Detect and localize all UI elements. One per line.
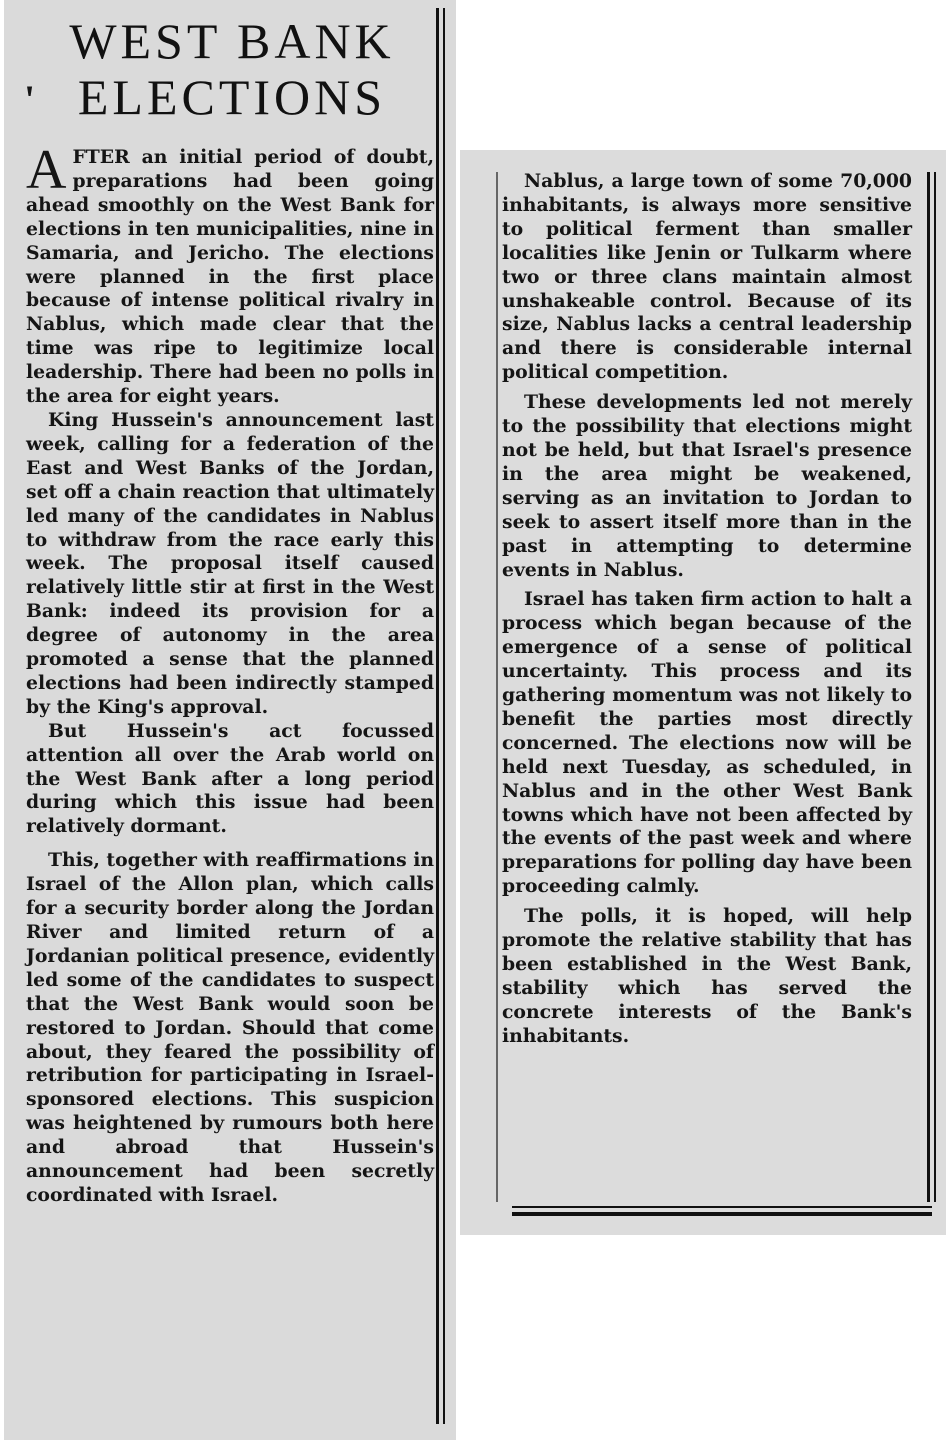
headline-line-2: ELECTIONS <box>77 69 387 125</box>
right-column <box>502 170 912 1049</box>
end-rule-top <box>512 1206 932 1208</box>
paragraph: King Hussein's announcement last week, calling for a federation of the East and West Banks of the Jordan, set off a chain reaction that ultimately led many of the candidates in Nablus to withdraw from the race early this week. The proposal itself caused relatively little stir at first in the West Bank: indeed its provision for a degree of autonomy in the area promoted a sense that the planned elections had been indirectly stamped by the King's approval. <box>26 408 434 718</box>
paragraph: Israel has taken firm action to halt a process which began because of the emergence of a sense of political uncertainty. This process and its gathering momentum was not likely to benefit the parties most directly concerned. The elections now will be held next Tuesday, as scheduled, in Nablus and in the other West Bank towns which have not been affected by the events of the past week and where preparations for polling day have been proceeding calmly. <box>502 588 912 898</box>
left-column-rule-outer <box>436 8 439 1424</box>
left-column <box>26 139 434 1208</box>
paragraph: The polls, it is hoped, will help promote the relative stability that has been established in the West Bank, stability which has served the concrete interests of the Bank's inhabitants. <box>502 905 912 1047</box>
paragraph: This, together with reaffirmations in Israel of the Allon plan, which calls for a security border along the Jordan River and limited return of a Jordanian political presence, evidently led some of the candidates to suspect that the West Bank would soon be restored to Jordan. Should that come about, they feared the possibility of retribution for participating in Israel-sponsored elections. This suspicion was heightened by rumours both here and abroad that Hussein's announcement had been secretly coordinated with Israel. <box>26 849 434 1206</box>
paragraph: These developments led not merely to the possibility that elections might not be held, but that Israel's presence in the area might be weakened, serving as an invitation to Jordan to seek to assert itself more than in the past in attempting to determine events in Nablus. <box>502 391 912 581</box>
headline-line-1: WEST BANK <box>69 13 395 69</box>
drop-cap: A <box>26 139 67 201</box>
right-column-rule-outer <box>927 172 930 1202</box>
paragraph: Nablus, a large town of some 70,000 inhabitants, is always more sensitive to political ferment than smaller localities like Jenin or Tulkarm where two or three clans maintain almost unshakeable control. Because of its size, Nablus lacks a central leadership and there is considerable internal political competition. <box>502 170 912 384</box>
headline-mark: ' <box>24 77 36 122</box>
end-rule-bottom <box>512 1212 932 1216</box>
paragraph <box>26 139 434 409</box>
right-column-rule-inner <box>934 172 936 1202</box>
paragraph: But Hussein's act focussed attention all over the Arab world on the West Bank after a long period during which this issue had been relatively dormant. <box>26 719 434 838</box>
left-column-rule-inner <box>443 8 445 1424</box>
right-column-left-rule <box>496 172 498 1202</box>
paragraph-text: FTER an initial period of doubt, preparations had been going ahead smoothly on the West Bank for elections in ten municipalities, nine in Samaria, and Jericho. The elections were planned in the first place because of intense political rivalry in Nablus, which made clear that the time was ripe to legitimize local leadership. There had been no polls in the area for eight years. <box>26 146 434 408</box>
